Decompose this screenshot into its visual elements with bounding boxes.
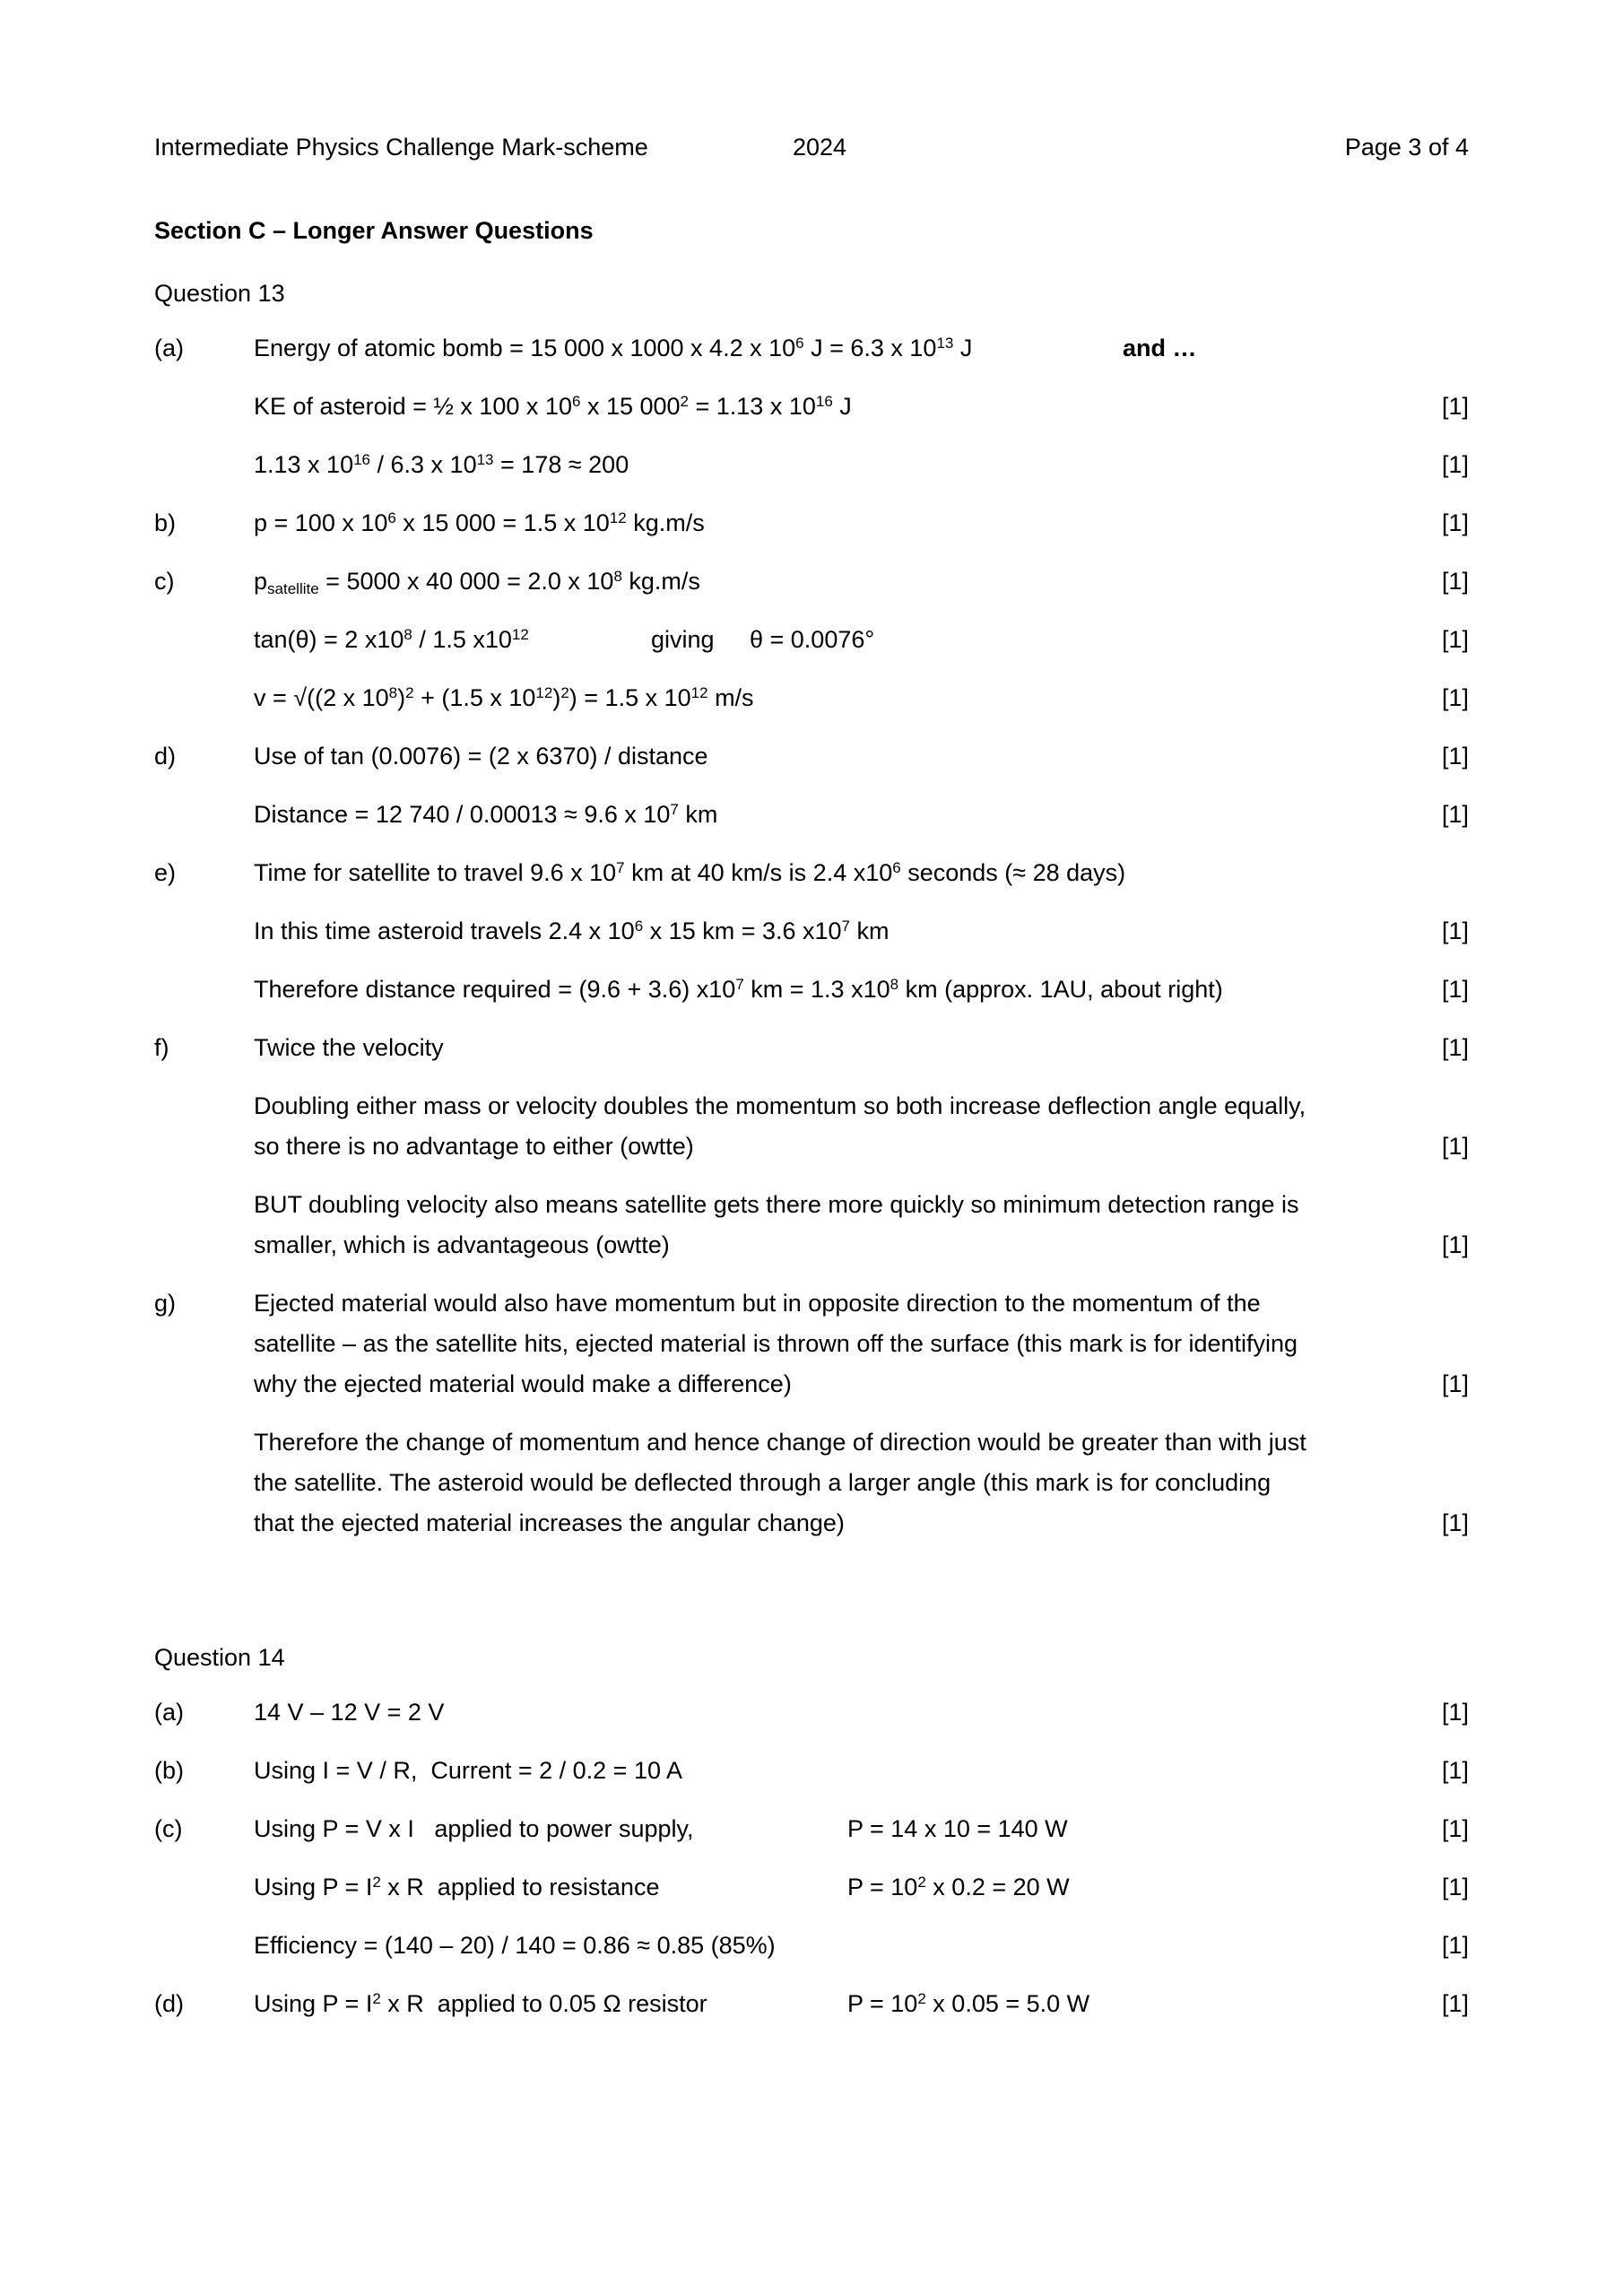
- mark-badge: [1]: [1441, 1370, 1469, 1397]
- superscript: 16: [815, 393, 833, 410]
- answer-line: [154, 1984, 1469, 2024]
- mark-badge: [1428, 1283, 1469, 1324]
- text-run: P = 14 x 10 = 140 W: [847, 1815, 1068, 1842]
- text-run: / 1.5 x10: [412, 626, 512, 653]
- text-run: seconds (≈ 28 days): [900, 859, 1126, 886]
- text-run: km = 1.3 x10: [743, 976, 890, 1003]
- mark-badge: [1]: [1441, 976, 1469, 1003]
- text-run: why the ejected material would make a difference): [254, 1370, 792, 1397]
- text-run: kg.m/s: [621, 568, 700, 595]
- text-run: J: [832, 393, 852, 420]
- text-run: that the ejected material increases the angular change): [254, 1509, 845, 1536]
- mark-badge: [1428, 1185, 1469, 1225]
- answer-line: [154, 445, 1469, 485]
- superscript: 2: [560, 684, 569, 701]
- text-run: 1.13 x 10: [254, 451, 354, 478]
- part-label: [154, 1867, 254, 1908]
- part-label: c): [154, 568, 175, 595]
- superscript: 12: [609, 509, 627, 526]
- superscript: 12: [535, 684, 553, 701]
- text-run: giving: [651, 626, 715, 653]
- part-label: [154, 1503, 254, 1544]
- part-label: (a): [154, 335, 184, 361]
- answer-text: [254, 1503, 1428, 1544]
- answer-line: [154, 1225, 1469, 1265]
- text-run: Using I = V / R, Current = 2 / 0.2 = 10 A: [254, 1757, 682, 1784]
- mark-badge: [1]: [1441, 743, 1469, 770]
- text-run: m/s: [707, 684, 754, 711]
- answer-line: [154, 503, 1469, 544]
- mark-badge: [1]: [1441, 1231, 1469, 1258]
- superscript: 7: [735, 976, 744, 993]
- superscript: 2: [372, 1990, 381, 2007]
- part-label: [154, 911, 254, 952]
- part-label: (b): [154, 1757, 184, 1784]
- text-run: tan(θ) = 2 x10: [254, 626, 404, 653]
- answer-line: [154, 1086, 1469, 1126]
- text-run: km (approx. 1AU, about right): [898, 976, 1223, 1003]
- text-run: p = 100 x 10: [254, 509, 388, 536]
- text-run: / 6.3 x 10: [370, 451, 477, 478]
- superscript: 16: [353, 451, 371, 468]
- part-label: [154, 1185, 254, 1225]
- part-label: [154, 1225, 254, 1265]
- superscript: 7: [616, 859, 625, 876]
- text-run: + (1.5 x 10: [413, 684, 536, 711]
- answer-text: [254, 678, 1428, 718]
- superscript: 13: [936, 335, 954, 352]
- answer-text: [254, 795, 1428, 835]
- answer-text: [254, 1086, 1428, 1126]
- answer-line: [154, 1126, 1469, 1167]
- answer-text: [254, 445, 1428, 485]
- answer-line: [154, 1028, 1469, 1068]
- question-heading: Question 13: [154, 280, 285, 307]
- text-run: x R applied to resistance: [380, 1874, 660, 1900]
- mark-badge: [1428, 853, 1469, 893]
- text-run: J = 6.3 x 10: [803, 335, 937, 361]
- answer-line: [154, 911, 1469, 952]
- part-label: [154, 1324, 254, 1364]
- part-label: [154, 970, 254, 1010]
- answer-line: [154, 736, 1469, 777]
- superscript: 6: [634, 918, 644, 935]
- part-label: [154, 1086, 254, 1126]
- text-run: Distance = 12 740 / 0.00013 ≈ 9.6 x 10: [254, 801, 671, 828]
- answer-line: [154, 1422, 1469, 1463]
- answer-text: [254, 1692, 1428, 1733]
- answer-text: [254, 736, 1428, 777]
- text-run: Energy of atomic bomb = 15 000 x 1000 x 4.2 x 10: [254, 335, 796, 361]
- answer-line: [154, 1463, 1469, 1503]
- text-run: x 0.2 = 20 W: [925, 1874, 1070, 1900]
- superscript: 8: [613, 568, 622, 585]
- tabbed-text: [847, 1984, 1089, 2024]
- mark-badge: [1]: [1441, 1932, 1469, 1959]
- mark-badge: [1]: [1441, 451, 1469, 478]
- answer-text: [254, 1984, 1428, 2024]
- part-label: [154, 1926, 254, 1966]
- text-run: km: [678, 801, 718, 828]
- text-run: so there is no advantage to either (owtte): [254, 1133, 694, 1160]
- mark-badge: [1]: [1441, 1815, 1469, 1842]
- answer-text: [254, 1028, 1428, 1068]
- text-run: θ = 0.0076°: [750, 626, 875, 653]
- text-run: x 15 000: [580, 393, 681, 420]
- answer-text: [254, 1324, 1428, 1364]
- superscript: 8: [890, 976, 899, 993]
- text-run: ): [552, 684, 561, 711]
- superscript: 2: [917, 1990, 926, 2007]
- text-run: Time for satellite to travel 9.6 x 10: [254, 859, 617, 886]
- superscript: 6: [795, 335, 804, 352]
- superscript: 2: [917, 1874, 926, 1891]
- part-label: [154, 795, 254, 835]
- answer-line: [154, 795, 1469, 835]
- answer-line: [154, 561, 1469, 602]
- answer-line: [154, 970, 1469, 1010]
- text-run: P = 10: [847, 1874, 918, 1900]
- text-run: Therefore distance required = (9.6 + 3.6) x10: [254, 976, 736, 1003]
- superscript: 6: [892, 859, 901, 876]
- answer-line: [154, 1809, 1469, 1849]
- superscript: 12: [511, 626, 529, 643]
- answer-line: [154, 1185, 1469, 1225]
- answer-text: [254, 1926, 1428, 1966]
- text-run: x 15 000 = 1.5 x 10: [395, 509, 610, 536]
- text-run: Using P = I: [254, 1990, 373, 2017]
- superscript: 2: [372, 1874, 381, 1891]
- text-run: Therefore the change of momentum and hence change of direction would be greater than with just: [254, 1429, 1306, 1456]
- doc-year: 2024: [793, 134, 847, 161]
- mark-badge: [1]: [1441, 1990, 1469, 2017]
- text-run: v = √((2 x 10: [254, 684, 389, 711]
- superscript: 2: [405, 684, 414, 701]
- answer-text: [254, 911, 1428, 952]
- mark-badge: [1]: [1441, 1757, 1469, 1784]
- answer-line: [154, 1283, 1469, 1324]
- answer-line: [154, 328, 1469, 369]
- text-run: = 1.13 x 10: [689, 393, 816, 420]
- part-label: e): [154, 859, 177, 886]
- text-run: the satellite. The asteroid would be deflected through a larger angle (this mark is for concluding: [254, 1469, 1271, 1496]
- mark-badge: [1]: [1441, 1133, 1469, 1160]
- answer-line: [154, 1692, 1469, 1733]
- text-run: km: [850, 918, 890, 944]
- superscript: 8: [388, 684, 398, 701]
- mark-badge: [1]: [1441, 918, 1469, 944]
- superscript: 7: [670, 801, 679, 818]
- mark-badge: [1]: [1441, 393, 1469, 420]
- answer-line: [154, 678, 1469, 718]
- mark-badge: [1428, 1463, 1469, 1503]
- text-run: Ejected material would also have momentum but in opposite direction to the momentum of the: [254, 1290, 1261, 1317]
- text-run: BUT doubling velocity also means satellite gets there more quickly so minimum detection range is: [254, 1191, 1299, 1218]
- text-run: p: [254, 568, 268, 595]
- answer-text: [254, 1185, 1428, 1225]
- text-run: In this time asteroid travels 2.4 x 10: [254, 918, 635, 944]
- text-run: Twice the velocity: [254, 1034, 444, 1061]
- answer-text: [254, 970, 1428, 1010]
- answer-text: [254, 1751, 1428, 1791]
- text-run: 14 V – 12 V = 2 V: [254, 1699, 445, 1726]
- superscript: 7: [841, 918, 851, 935]
- answer-text: [254, 1463, 1428, 1503]
- text-run: Using P = I: [254, 1874, 373, 1900]
- answer-line: [154, 853, 1469, 893]
- answer-text: [254, 1283, 1428, 1324]
- part-label: g): [154, 1290, 177, 1317]
- text-run: x 0.05 = 5.0 W: [925, 1990, 1090, 2017]
- mark-badge: [1]: [1441, 509, 1469, 536]
- tabbed-text: [847, 1867, 1070, 1908]
- answer-line: [154, 1324, 1469, 1364]
- mark-badge: [1]: [1441, 1874, 1469, 1900]
- section-heading: Section C – Longer Answer Questions: [154, 217, 594, 244]
- mark-badge: [1428, 1086, 1469, 1126]
- part-label: [154, 678, 254, 718]
- superscript: 6: [571, 393, 581, 410]
- part-label: [154, 620, 254, 660]
- superscript: 13: [476, 451, 494, 468]
- tabbed-text: [651, 620, 715, 660]
- text-run: Using P = V x I applied to power supply,: [254, 1815, 694, 1842]
- answer-line: [154, 1751, 1469, 1791]
- answer-line: [154, 1926, 1469, 1966]
- text-run: x 15 km = 3.6 x10: [643, 918, 842, 944]
- part-label: [154, 1463, 254, 1503]
- part-label: [154, 445, 254, 485]
- text-run: = 178 ≈ 200: [493, 451, 629, 478]
- part-label: [154, 1126, 254, 1167]
- part-label: b): [154, 509, 177, 536]
- answer-line: [154, 387, 1469, 427]
- answer-text: [254, 328, 1428, 369]
- superscript: 6: [387, 509, 396, 526]
- text-run: KE of asteroid = ½ x 100 x 10: [254, 393, 572, 420]
- answer-text: [254, 1364, 1428, 1405]
- answer-text: [254, 1126, 1428, 1167]
- answer-text: [254, 1422, 1428, 1463]
- part-label: [154, 1422, 254, 1463]
- bold-text: and …: [1123, 335, 1197, 361]
- text-run: J: [953, 335, 973, 361]
- tabbed-text: [750, 620, 874, 660]
- document-header: [154, 127, 1469, 168]
- superscript: 2: [680, 393, 689, 410]
- mark-badge: [1]: [1441, 1034, 1469, 1061]
- answer-text: [254, 561, 1428, 602]
- mark-badge: [1]: [1441, 626, 1469, 653]
- mark-badge: [1]: [1441, 568, 1469, 595]
- text-run: x R applied to 0.05 Ω resistor: [380, 1990, 707, 2017]
- part-label: f): [154, 1034, 169, 1061]
- part-label: (c): [154, 1815, 183, 1842]
- doc-title: Intermediate Physics Challenge Mark-scheme: [154, 134, 648, 161]
- text-run: km at 40 km/s is 2.4 x10: [624, 859, 893, 886]
- text-run: ) = 1.5 x 10: [568, 684, 691, 711]
- text-run: kg.m/s: [626, 509, 705, 536]
- answer-text: [254, 1225, 1428, 1265]
- part-label: (d): [154, 1990, 184, 2017]
- answer-text: [254, 853, 1428, 893]
- text-run: = 5000 x 40 000 = 2.0 x 10: [318, 568, 614, 595]
- document-body: [154, 274, 1469, 2024]
- text-run: Efficiency = (140 – 20) / 140 = 0.86 ≈ 0.85 (85%): [254, 1932, 776, 1959]
- text-run: P = 10: [847, 1990, 918, 2017]
- mark-badge: [1]: [1441, 1509, 1469, 1536]
- answer-line: [154, 620, 1469, 660]
- answer-text: [254, 503, 1428, 544]
- text-run: Doubling either mass or velocity doubles the momentum so both increase deflection angle equally,: [254, 1092, 1306, 1119]
- tabbed-text: [847, 1809, 1068, 1849]
- superscript: 8: [404, 626, 412, 643]
- part-label: d): [154, 743, 177, 770]
- answer-text: [254, 1867, 1428, 1908]
- superscript: 12: [690, 684, 708, 701]
- answer-text: [254, 620, 1428, 660]
- answer-text: [254, 1809, 1428, 1849]
- part-label: [154, 1364, 254, 1405]
- mark-badge: [1]: [1441, 801, 1469, 828]
- text-run: ): [397, 684, 406, 711]
- mark-badge: [1428, 1324, 1469, 1364]
- part-label: [154, 387, 254, 427]
- tabbed-text: [1123, 328, 1197, 369]
- mark-badge: [1]: [1441, 1699, 1469, 1726]
- answer-line: [154, 1867, 1469, 1908]
- part-label: (a): [154, 1699, 184, 1726]
- mark-badge: [1428, 328, 1469, 369]
- subscript: satellite: [267, 580, 319, 597]
- answer-line: [154, 1364, 1469, 1405]
- question-heading: Question 14: [154, 1644, 285, 1671]
- text-run: satellite – as the satellite hits, ejected material is thrown off the surface (this mark is for identifying: [254, 1330, 1298, 1357]
- text-run: Use of tan (0.0076) = (2 x 6370) / distance: [254, 743, 708, 770]
- mark-badge: [1]: [1441, 684, 1469, 711]
- answer-text: [254, 387, 1428, 427]
- page-number: Page 3 of 4: [1344, 134, 1469, 161]
- answer-line: [154, 1503, 1469, 1544]
- text-run: smaller, which is advantageous (owtte): [254, 1231, 670, 1258]
- mark-badge: [1428, 1422, 1469, 1463]
